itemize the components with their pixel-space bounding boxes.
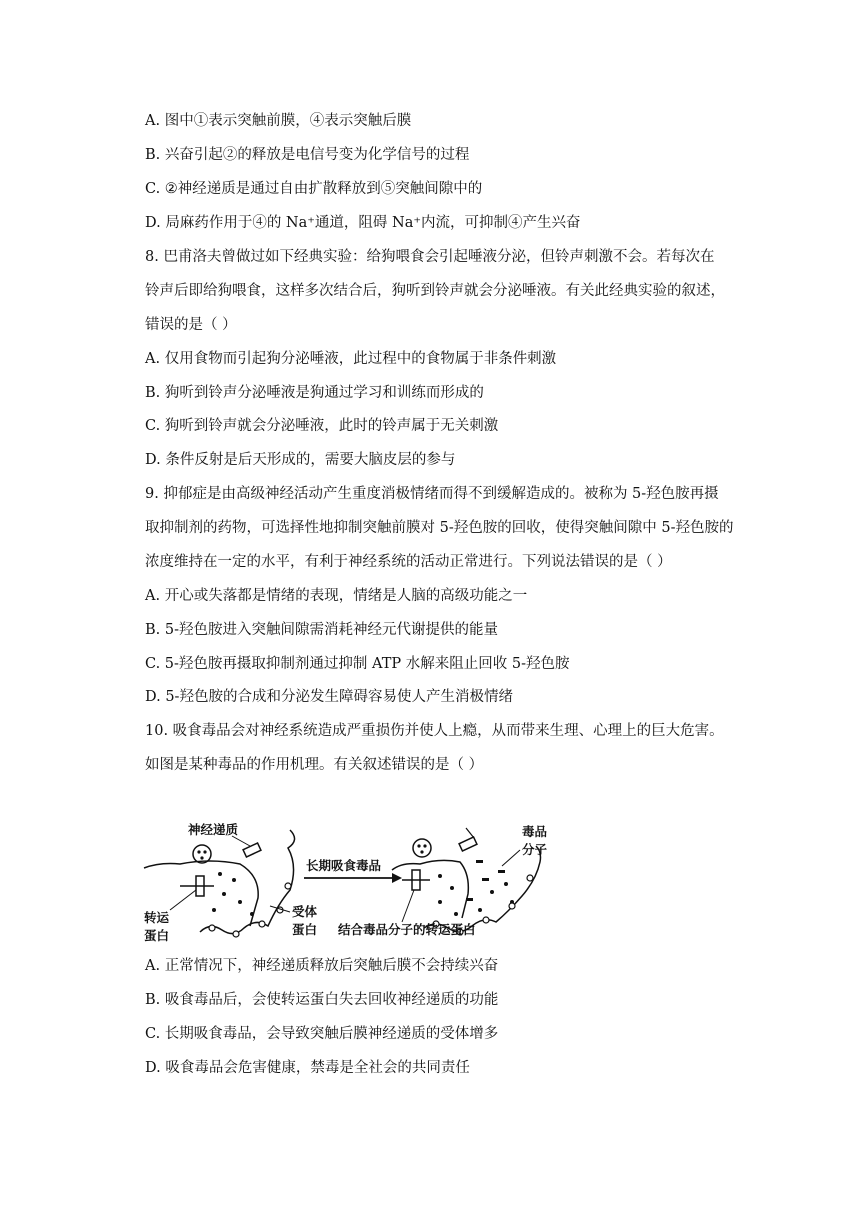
label-bound-transporter: 结合毒品分子的转运蛋白 [338, 922, 476, 937]
q9-stem-line-1: 9. 抑郁症是由高级神经活动产生重度消极情绪而得不到缓解造成的。被称为 5-羟色胺再摄 [145, 486, 719, 502]
q7-option-c: C. ②神经递质是通过自由扩散释放到⑤突触间隙中的 [145, 181, 483, 197]
q10-option-d: D. 吸食毒品会危害健康，禁毒是全社会的共同责任 [145, 1060, 470, 1076]
label-transporter-2: 蛋白 [144, 928, 170, 943]
neurotransmitter-dots-right [438, 874, 514, 916]
postsynaptic-membrane-left [200, 830, 295, 934]
label-receptor-1: 受体 [292, 904, 318, 919]
q10-option-c: C. 长期吸食毒品，会导致突触后膜神经递质的受体增多 [145, 1026, 499, 1042]
label-neurotransmitter: 神经递质 [188, 822, 239, 837]
receptor-icon-right [459, 837, 477, 851]
q8-option-d: D. 条件反射是后天形成的，需要大脑皮层的参与 [145, 452, 456, 468]
q7-option-d: D. 局麻药作用于④的 Na⁺通道，阻碍 Na⁺内流，可抑制④产生兴奋 [145, 215, 581, 231]
label-drug-1: 毒品 [522, 824, 548, 839]
neurotransmitter-dots-left [212, 872, 254, 916]
q9-option-b: B. 5-羟色胺进入突触间隙需消耗神经元代谢提供的能量 [145, 622, 498, 638]
label-long-term-drug-use: 长期吸食毒品 [306, 858, 382, 873]
q10-stem-line-2: 如图是某种毒品的作用机理。有关叙述错误的是（ ） [145, 757, 484, 773]
q8-option-c: C. 狗听到铃声就会分泌唾液，此时的铃声属于无关刺激 [145, 418, 499, 434]
q7-option-a: A. 图中①表示突触前膜，④表示突触后膜 [145, 113, 412, 129]
q8-stem-line-2: 铃声后即给狗喂食，这样多次结合后，狗听到铃声就会分泌唾液。有关此经典实验的叙述， [145, 283, 725, 299]
q8-stem-line-3: 错误的是（ ） [145, 317, 237, 333]
q7-option-b: B. 兴奋引起②的释放是电信号变为化学信号的过程 [145, 147, 470, 163]
drug-molecules [466, 860, 505, 901]
label-transporter-1: 转运 [144, 910, 170, 925]
drug-mechanism-figure [140, 818, 570, 950]
q9-option-c: C. 5-羟色胺再摄取抑制剂通过抑制 ATP 水解来阻止回收 5-羟色胺 [145, 656, 570, 672]
label-drug-2: 分子 [522, 842, 548, 857]
q10-stem-line-1: 10. 吸食毒品会对神经系统造成严重损伤并使人上瘾，从而带来生理、心理上的巨大危害。 [145, 723, 724, 739]
q9-stem-line-3: 浓度维持在一定的水平，有利于神经系统的活动正常进行。下列说法错误的是（ ） [145, 554, 672, 570]
vesicle-right [413, 839, 431, 857]
q8-stem-line-1: 8. 巴甫洛夫曾做过如下经典实验：给狗喂食会引起唾液分泌，但铃声刺激不会。若每次在 [145, 249, 715, 265]
presynaptic-membrane-right [392, 860, 468, 918]
q9-stem-line-2: 取抑制剂的药物，可选择性地抑制突触前膜对 5-羟色胺的回收，使得突触间隙中 5-羟色胺的 [145, 520, 734, 536]
q10-option-b: B. 吸食毒品后，会使转运蛋白失去回收神经递质的功能 [145, 992, 499, 1008]
q9-option-a: A. 开心或失落都是情绪的表现，情绪是人脑的高级功能之一 [145, 588, 528, 604]
q10-option-a: A. 正常情况下，神经递质释放后突触后膜不会持续兴奋 [145, 958, 499, 974]
postsynaptic-membrane-right [424, 846, 541, 932]
label-receptor-2: 蛋白 [292, 922, 318, 937]
q8-option-b: B. 狗听到铃声分泌唾液是狗通过学习和训练而形成的 [145, 385, 484, 401]
q8-option-a: A. 仅用食物而引起狗分泌唾液，此过程中的食物属于非条件刺激 [145, 351, 557, 367]
vesicle-left [193, 845, 211, 863]
receptor-icon-left [243, 843, 261, 857]
q9-option-d: D. 5-羟色胺的合成和分泌发生障碍容易使人产生消极情绪 [145, 689, 513, 705]
